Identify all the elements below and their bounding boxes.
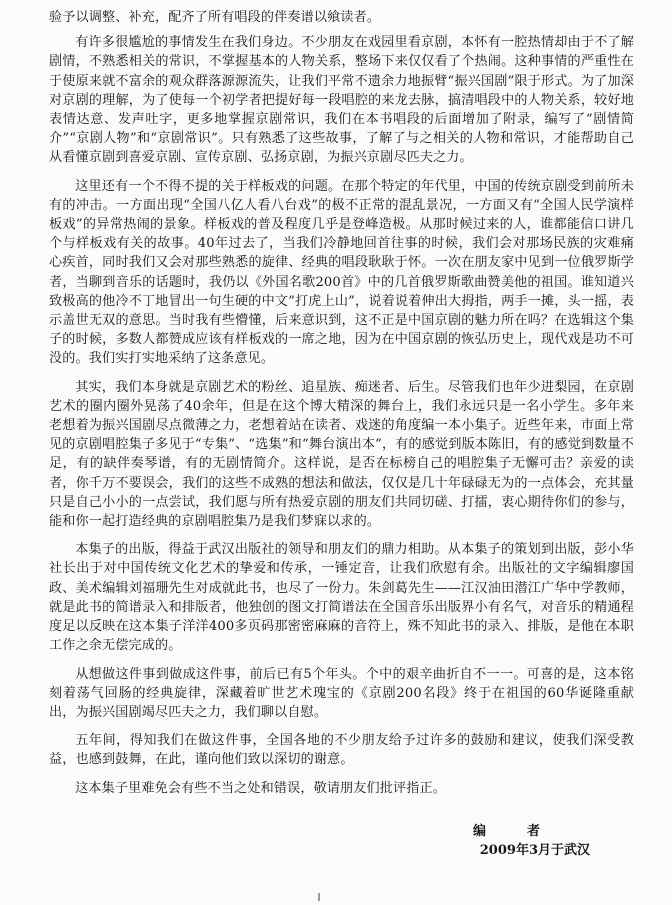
paragraph-gap [49, 531, 634, 540]
paragraph: 从想做这件事到做成这件事，前后已有5个年头。个中的艰辛曲折自不一一。可喜的是，这本铭刻着荡气回肠的经典旋律，深藏着旷世艺术瑰宝的《京剧200名段》终于在祖国的60华诞隆重献出，为振兴国剧竭尽匹夫之力，我们聊以自慰。 [49, 666, 634, 720]
paragraph: 有许多很尴尬的事情发生在我们身边。不少朋友在戏园里看京剧，本怀有一腔热情却由于不了解剧情，不熟悉相关的常识，不掌握基本的人物关系，整场下来仅仅看了个热闹。这种事情的严重性在于使原来就不富余的观众群落源源流失，让我们平常不遗余力地振臂“振兴国剧”限于形式。为了加深对京剧的理解，为了使每一个初学者把提好每一段唱腔的来龙去脉，搞清唱段中的人物关系，较好地表情达意、发声吐字，更多地掌握京剧常识，我们在本书唱段的后面增加了附录，编写了“剧情简介”“京剧人物”和“京剧常识”。只有熟悉了这些故事，了解了与之相关的人物和常识，才能帮助自己从看懂京剧到喜爱京剧、宣传京剧、弘扬京剧，为振兴京剧尽匹夫之力。 [49, 35, 634, 166]
signature-author: 编 者 [472, 824, 554, 839]
paragraph-gap [49, 656, 634, 665]
paragraph: 其实，我们本身就是京剧艺术的粉丝、追星族、痴迷者、后生。尽管我们也年少进梨园，在京剧艺术的圈内圈外晃荡了40余年，但是在这个博大精深的舞台上，我们永远只是一名小学生。多年来老想着为振兴国剧尽点微薄之力，老想着站在读者、戏迷的角度编一本小集子。近些年来，市面上常见的京剧唱腔集子多见于“专集”、“选集”和“舞台演出本”，有的感觉到版本陈旧，有的感觉到数量不足，有的缺伴奏琴谱，有的无剧情简介。这样说，是否在标榜自己的唱腔集子无懈可击？亲爱的读者，你千万不要误会，我们的这些不成熟的想法和做法，仅仅是几十年碌碌无为的一点体会，充其量只是自己小小的一点尝试，我们愿与所有热爱京剧的朋友们共同切磋、打擂，衷心期待你们的参与，能和你一起打造经典的京剧唱腔集乃是我们梦寐以求的。 [49, 379, 634, 530]
paragraph-gap [49, 722, 634, 731]
paragraph: 五年间，得知我们在做这件事，全国各地的不少朋友给予过许多的鼓励和建议，使我们深受教益，也感到鼓舞，在此，谨向他们致以深切的谢意。 [49, 733, 634, 768]
paragraph: 这本集子里难免会有些不当之处和错误，敬请朋友们批评指正。 [75, 780, 447, 796]
signature-date: 2009年3月于武汉 [479, 843, 590, 858]
paragraph-gap [49, 168, 634, 177]
paragraph-continuation: 验予以调整、补充，配齐了所有唱段的伴奏谱以飨读者。 [49, 10, 381, 25]
scan-mark [318, 893, 320, 901]
paragraph: 本集子的出版，得益于武汉出版社的领导和朋友们的鼎力相助。从本集子的策划到出版，彭小华社长出于对中国传统文化艺术的挚爱和传承，一锤定音，让我们欣慰有余。出版社的文字编辑廖国政、美术编辑刘福珊先生对成就此书，也尽了一份力。朱剑葛先生——江汉油田潜江广华中学教师，就是此书的简谱录入和排版者，他独创的图文打简谱法在全国音乐出版界小有名气，对音乐的精通程度足以反映在这本集子洋洋400多页码那密密麻麻的音符上，殊不知此书的录入、排版，是他在本职工作之余无偿完成的。 [49, 542, 634, 654]
paragraph-gap [49, 369, 634, 378]
paragraph-gap [49, 770, 634, 779]
signature-block [0, 822, 598, 860]
paragraph: 这里还有一个不得不提的关于样板戏的问题。在那个特定的年代里，中国的传统京剧受到前所未有的冲击。一方面出现“全国八亿人看八台戏”的极不正常的混乱景况，一方面又有“全国人民学演样板戏”的异常热闹的景象。样板戏的普及程度几乎是登峰造极。从那时候过来的人，谁都能信口讲几个与样板戏有关的故事。40年过去了，当我们冷静地回首往事的时候，我们会对那场民族的灾难痛心疾首，同时我们又会对那些熟悉的旋律、经典的唱段耿耿于怀。一次在朋友家中见到一位俄罗斯学者，当聊到音乐的话题时，我仍以《外国名歌200首》中的几首俄罗斯歌曲赞美他的祖国。谁知道兴致极高的他冷不丁地冒出一句生硬的中文“打虎上山”，说着说着伸出大拇指，两手一摊，头一摇，表示盖世无双的意思。当时我有些懵懂，后来意识到，这不正是中国京剧的魅力所在吗？在选辑这个集子的时候，多数人都赞成应该有样板戏的一席之地，因为在中国京剧的恢弘历史上，现代戏是功不可没的。我们实打实地采纳了这条意见。 [49, 178, 634, 367]
